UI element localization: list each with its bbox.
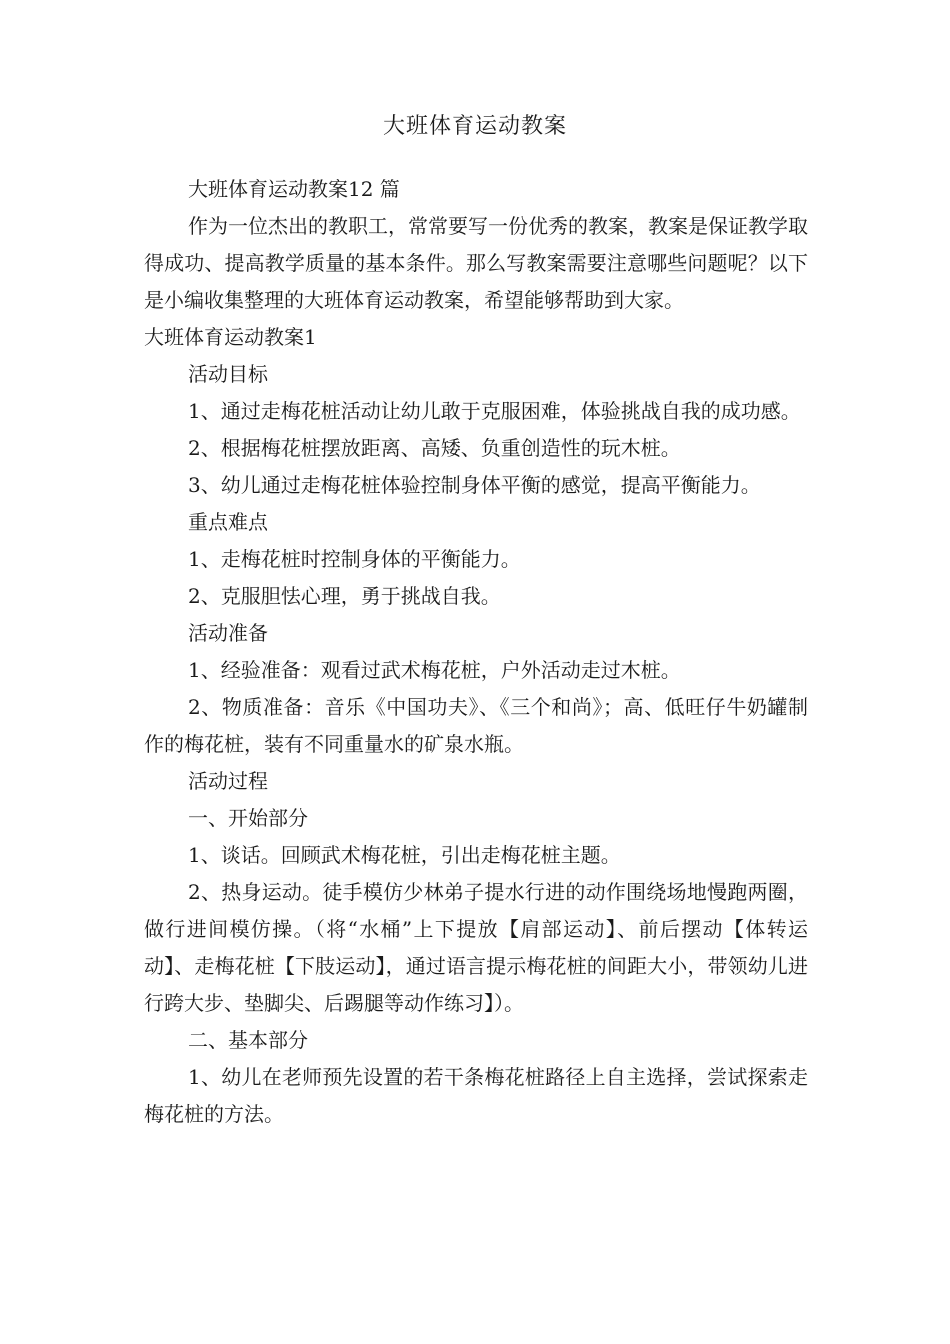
- paragraph: 活动准备: [188, 621, 268, 645]
- paragraph: 1、谈话。回顾武术梅花桩，引出走梅花桩主题。: [188, 843, 621, 867]
- paragraph: 2、克服胆怯心理，勇于挑战自我。: [188, 584, 501, 608]
- document-body: [144, 171, 808, 1133]
- paragraph: 2、物质准备：音乐《中国功夫》、《三个和尚》；高、低旺仔牛奶罐制作的梅花桩，装有不同重量水的矿泉水瓶。: [144, 695, 808, 756]
- paragraph: 一、开始部分: [188, 806, 308, 830]
- paragraph: 活动过程: [188, 769, 268, 793]
- paragraph: 2、热身运动。徒手模仿少林弟子提水行进的动作围绕场地慢跑两圈，做行进间模仿操。（将“水桶”上下提放【肩部运动】、前后摆动【体转运动】、走梅花桩【下肢运动】，通过语言提示梅花桩的间距大小，带领幼儿进行跨大步、垫脚尖、后踢腿等动作练习】）。: [144, 880, 808, 1015]
- paragraph: 活动目标: [188, 362, 268, 386]
- document-title: 大班体育运动教案: [382, 114, 567, 139]
- paragraph: 1、经验准备：观看过武术梅花桩，户外活动走过木桩。: [188, 658, 681, 682]
- paragraph: 1、幼儿在老师预先设置的若干条梅花桩路径上自主选择，尝试探索走梅花桩的方法。: [144, 1065, 808, 1126]
- paragraph: 作为一位杰出的教职工，常常要写一份优秀的教案，教案是保证教学取得成功、提高教学质量的基本条件。那么写教案需要注意哪些问题呢？以下是小编收集整理的大班体育运动教案，希望能够帮助到大家。: [144, 214, 808, 312]
- paragraph: 二、基本部分: [188, 1028, 308, 1052]
- paragraph: 重点难点: [188, 510, 268, 534]
- paragraph: 2、根据梅花桩摆放距离、高矮、负重创造性的玩木桩。: [188, 436, 681, 460]
- paragraph: 1、走梅花桩时控制身体的平衡能力。: [188, 547, 521, 571]
- paragraph: 3、幼儿通过走梅花桩体验控制身体平衡的感觉，提高平衡能力。: [188, 473, 761, 497]
- paragraph: 大班体育运动教案1: [144, 325, 317, 349]
- paragraph: 1、通过走梅花桩活动让幼儿敢于克服困难，体验挑战自我的成功感。: [188, 399, 801, 423]
- paragraph: 大班体育运动教案12 篇: [188, 177, 400, 201]
